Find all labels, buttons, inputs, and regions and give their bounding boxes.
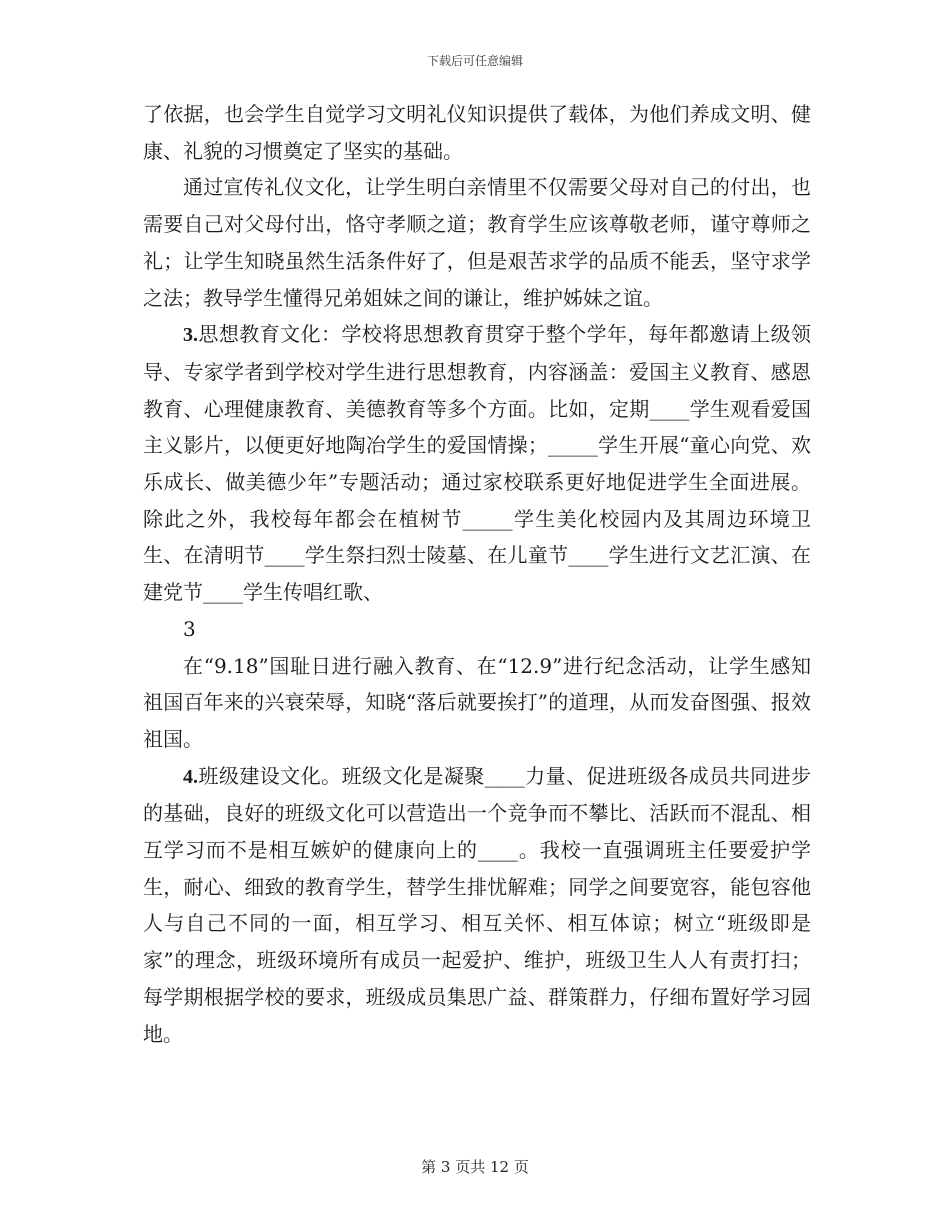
section-number-3: 3.	[183, 324, 198, 347]
inline-page-marker: 3	[183, 616, 196, 641]
page-header: 下载后可任意编辑	[426, 54, 523, 68]
paragraph-3-text: 思想教育文化：学校将思想教育贯穿于整个学年，每年都邀请上级领导、专家学者到学校对学生进行思想教育，内容涵盖：爱国主义教育、感恩教育、心理健康教育、美德教育等多个方面。比如，定期____学生观看爱国主义影片，以便更好地陶冶学生的爱国情操；_____学生开展“童心向党、欢乐成长、做美德少年”专题活动；通过家校联系更好地促进学生全面进展。除此之外，我校每年都会在植树节_____学生美化校园内及其周边环境卫生、在清明节____学生祭扫烈士陵墓、在儿童节____学生进行文艺汇演、在建党节____学生传唱红歌、	[143, 322, 811, 605]
page-footer: 第 3 页共 12 页	[421, 1158, 529, 1176]
paragraph-5	[143, 758, 811, 1053]
section-number-4: 4.	[183, 765, 198, 788]
paragraph-2: 通过宣传礼仪文化，让学生明白亲情里不仅需要父母对自己的付出，也需要自己对父母付出，恪守孝顺之道；教育学生应该尊敬老师，谨守尊师之礼；让学生知晓虽然生活条件好了，但是艰苦求学的品质不能丢，坚守求学之法；教导学生懂得兄弟姐妹之间的谦让，维护姊妹之谊。	[143, 175, 811, 310]
paragraph-3	[143, 316, 811, 611]
document-body	[143, 96, 811, 1052]
paragraph-1: 了依据，也会学生自觉学习文明礼仪知识提供了载体，为他们养成文明、健康、礼貌的习惯奠定了坚实的基础。	[143, 102, 811, 163]
paragraph-5-text: 班级建设文化。班级文化是凝聚____力量、促进班级各成员共同进步的基础，良好的班级文化可以营造出一个竞争而不攀比、活跃而不混乱、相互学习而不是相互嫉妒的健康向上的____。我校一直强调班主任要爱护学生，耐心、细致的教育学生，替学生排忧解难；同学之间要宽容，能包容他人与自己不同的一面，相互学习、相互关怀、相互体谅；树立“班级即是家”的理念，班级环境所有成员一起爱护、维护，班级卫生人人有责打扫；每学期根据学校的要求，班级成员集思广益、群策群力，仔细布置好学习园地。	[143, 763, 811, 1046]
paragraph-4: 在“9.18”国耻日进行融入教育、在“12.9”进行纪念活动，让学生感知祖国百年来的兴衰荣辱，知晓“落后就要挨打”的道理，从而发奋图强、报效祖国。	[143, 653, 811, 751]
